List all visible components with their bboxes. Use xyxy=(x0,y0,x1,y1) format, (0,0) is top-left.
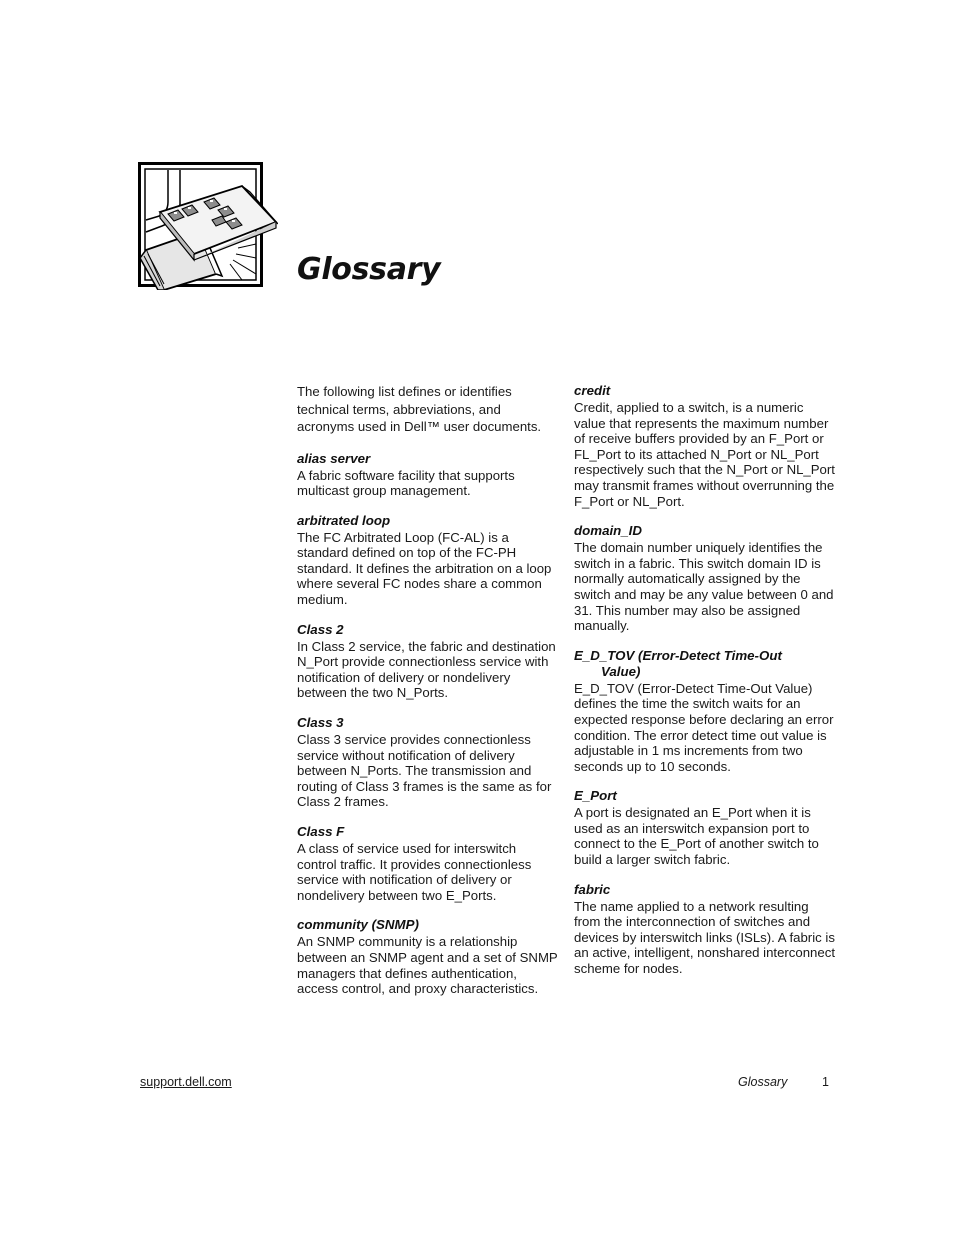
glossary-definition: The name applied to a network resulting from the interconnection of switches and devices by interswitch links (ISLs). A fabric is an active, intelligent, nonshared interconnect scheme for nodes. xyxy=(574,898,835,977)
glossary-term: Class 3 xyxy=(297,715,344,731)
glossary-term: domain_ID xyxy=(574,523,642,539)
footer-section-name: Glossary xyxy=(738,1075,788,1089)
glossary-entry xyxy=(297,513,559,608)
glossary-definition: A fabric software facility that supports multicast group management. xyxy=(297,467,515,499)
glossary-column-left xyxy=(297,383,559,1011)
support-link[interactable]: support.dell.com xyxy=(140,1075,232,1089)
glossary-definition: The domain number uniquely identifies the switch in a fabric. This switch domain ID is normally automatically assigned by the switch and may be any value between 0 and 31. This number may also be assigned manually. xyxy=(574,540,834,634)
glossary-term: arbitrated loop xyxy=(297,512,391,528)
glossary-term xyxy=(574,648,836,680)
glossary-definition: Credit, applied to a switch, is a numeric value that represents the maximum number of receive buffers provided by an F_Port or FL_Port to its attached N_Port or NL_Port respectively such that the N_Port or NL_Port may transmit frames without overrunning the F_Port or NL_Port. xyxy=(574,400,835,509)
glossary-term: community (SNMP) xyxy=(297,917,419,933)
glossary-term: Class 2 xyxy=(297,621,344,637)
glossary-definition: A class of service used for interswitch control traffic. It provides connectionless service with notification of delivery or nondelivery between two E_Ports. xyxy=(297,841,532,903)
glossary-term: alias server xyxy=(297,450,371,466)
glossary-definition: E_D_TOV (Error-Detect Time-Out Value) defines the time the switch waits for an expected response before declaring an error condition. The error detect time out value is adjustable in 1 ms increments from two seconds up to 10 seconds. xyxy=(574,680,834,774)
glossary-column-right xyxy=(574,383,836,991)
glossary-definition: An SNMP community is a relationship between an SNMP agent and a set of SNMP managers that defines authentication, access control, and proxy characteristics. xyxy=(297,934,558,997)
glossary-entry xyxy=(574,648,836,775)
glossary-definition: A port is designated an E_Port when it is used as an interswitch expansion port to connect to the E_Port of another switch to build a larger switch fabric. xyxy=(574,805,819,868)
glossary-entry xyxy=(297,622,559,701)
page-number: 1 xyxy=(822,1075,829,1089)
glossary-entry xyxy=(297,917,559,996)
glossary-entry xyxy=(297,824,559,903)
glossary-term-continuation: Value) xyxy=(601,663,641,679)
glossary-term-line: E_D_TOV (Error-Detect Time-Out xyxy=(574,647,782,663)
page-title: Glossary xyxy=(297,252,441,287)
intro-paragraph: The following list defines or identifies technical terms, abbreviations, and acronyms used in Dell™ user documents. xyxy=(297,384,542,434)
glossary-entry xyxy=(574,383,836,509)
glossary-term: credit xyxy=(574,383,611,398)
glossary-definition: Class 3 service provides connectionless service without notification of delivery between N_Ports. The transmission and routing of Class 3 frames is the same as for Class 2 frames. xyxy=(297,732,552,810)
glossary-entry xyxy=(574,882,836,977)
glossary-entry xyxy=(574,788,836,867)
glossary-term: fabric xyxy=(574,881,611,897)
glossary-definition: In Class 2 service, the fabric and destination N_Port provide connectionless service with notification of delivery or nondelivery between the two N_Ports. xyxy=(297,638,556,701)
glossary-entry xyxy=(297,451,559,499)
glossary-definition: The FC Arbitrated Loop (FC-AL) is a standard defined on top of the FC-PH standard. It defines the arbitration on a loop where several FC nodes share a common medium. xyxy=(297,529,552,608)
glossary-entry xyxy=(574,523,836,634)
glossary-term: Class F xyxy=(297,824,345,839)
chapter-logo-icon xyxy=(138,162,278,290)
glossary-entry xyxy=(297,715,559,810)
glossary-term: E_Port xyxy=(574,788,617,804)
